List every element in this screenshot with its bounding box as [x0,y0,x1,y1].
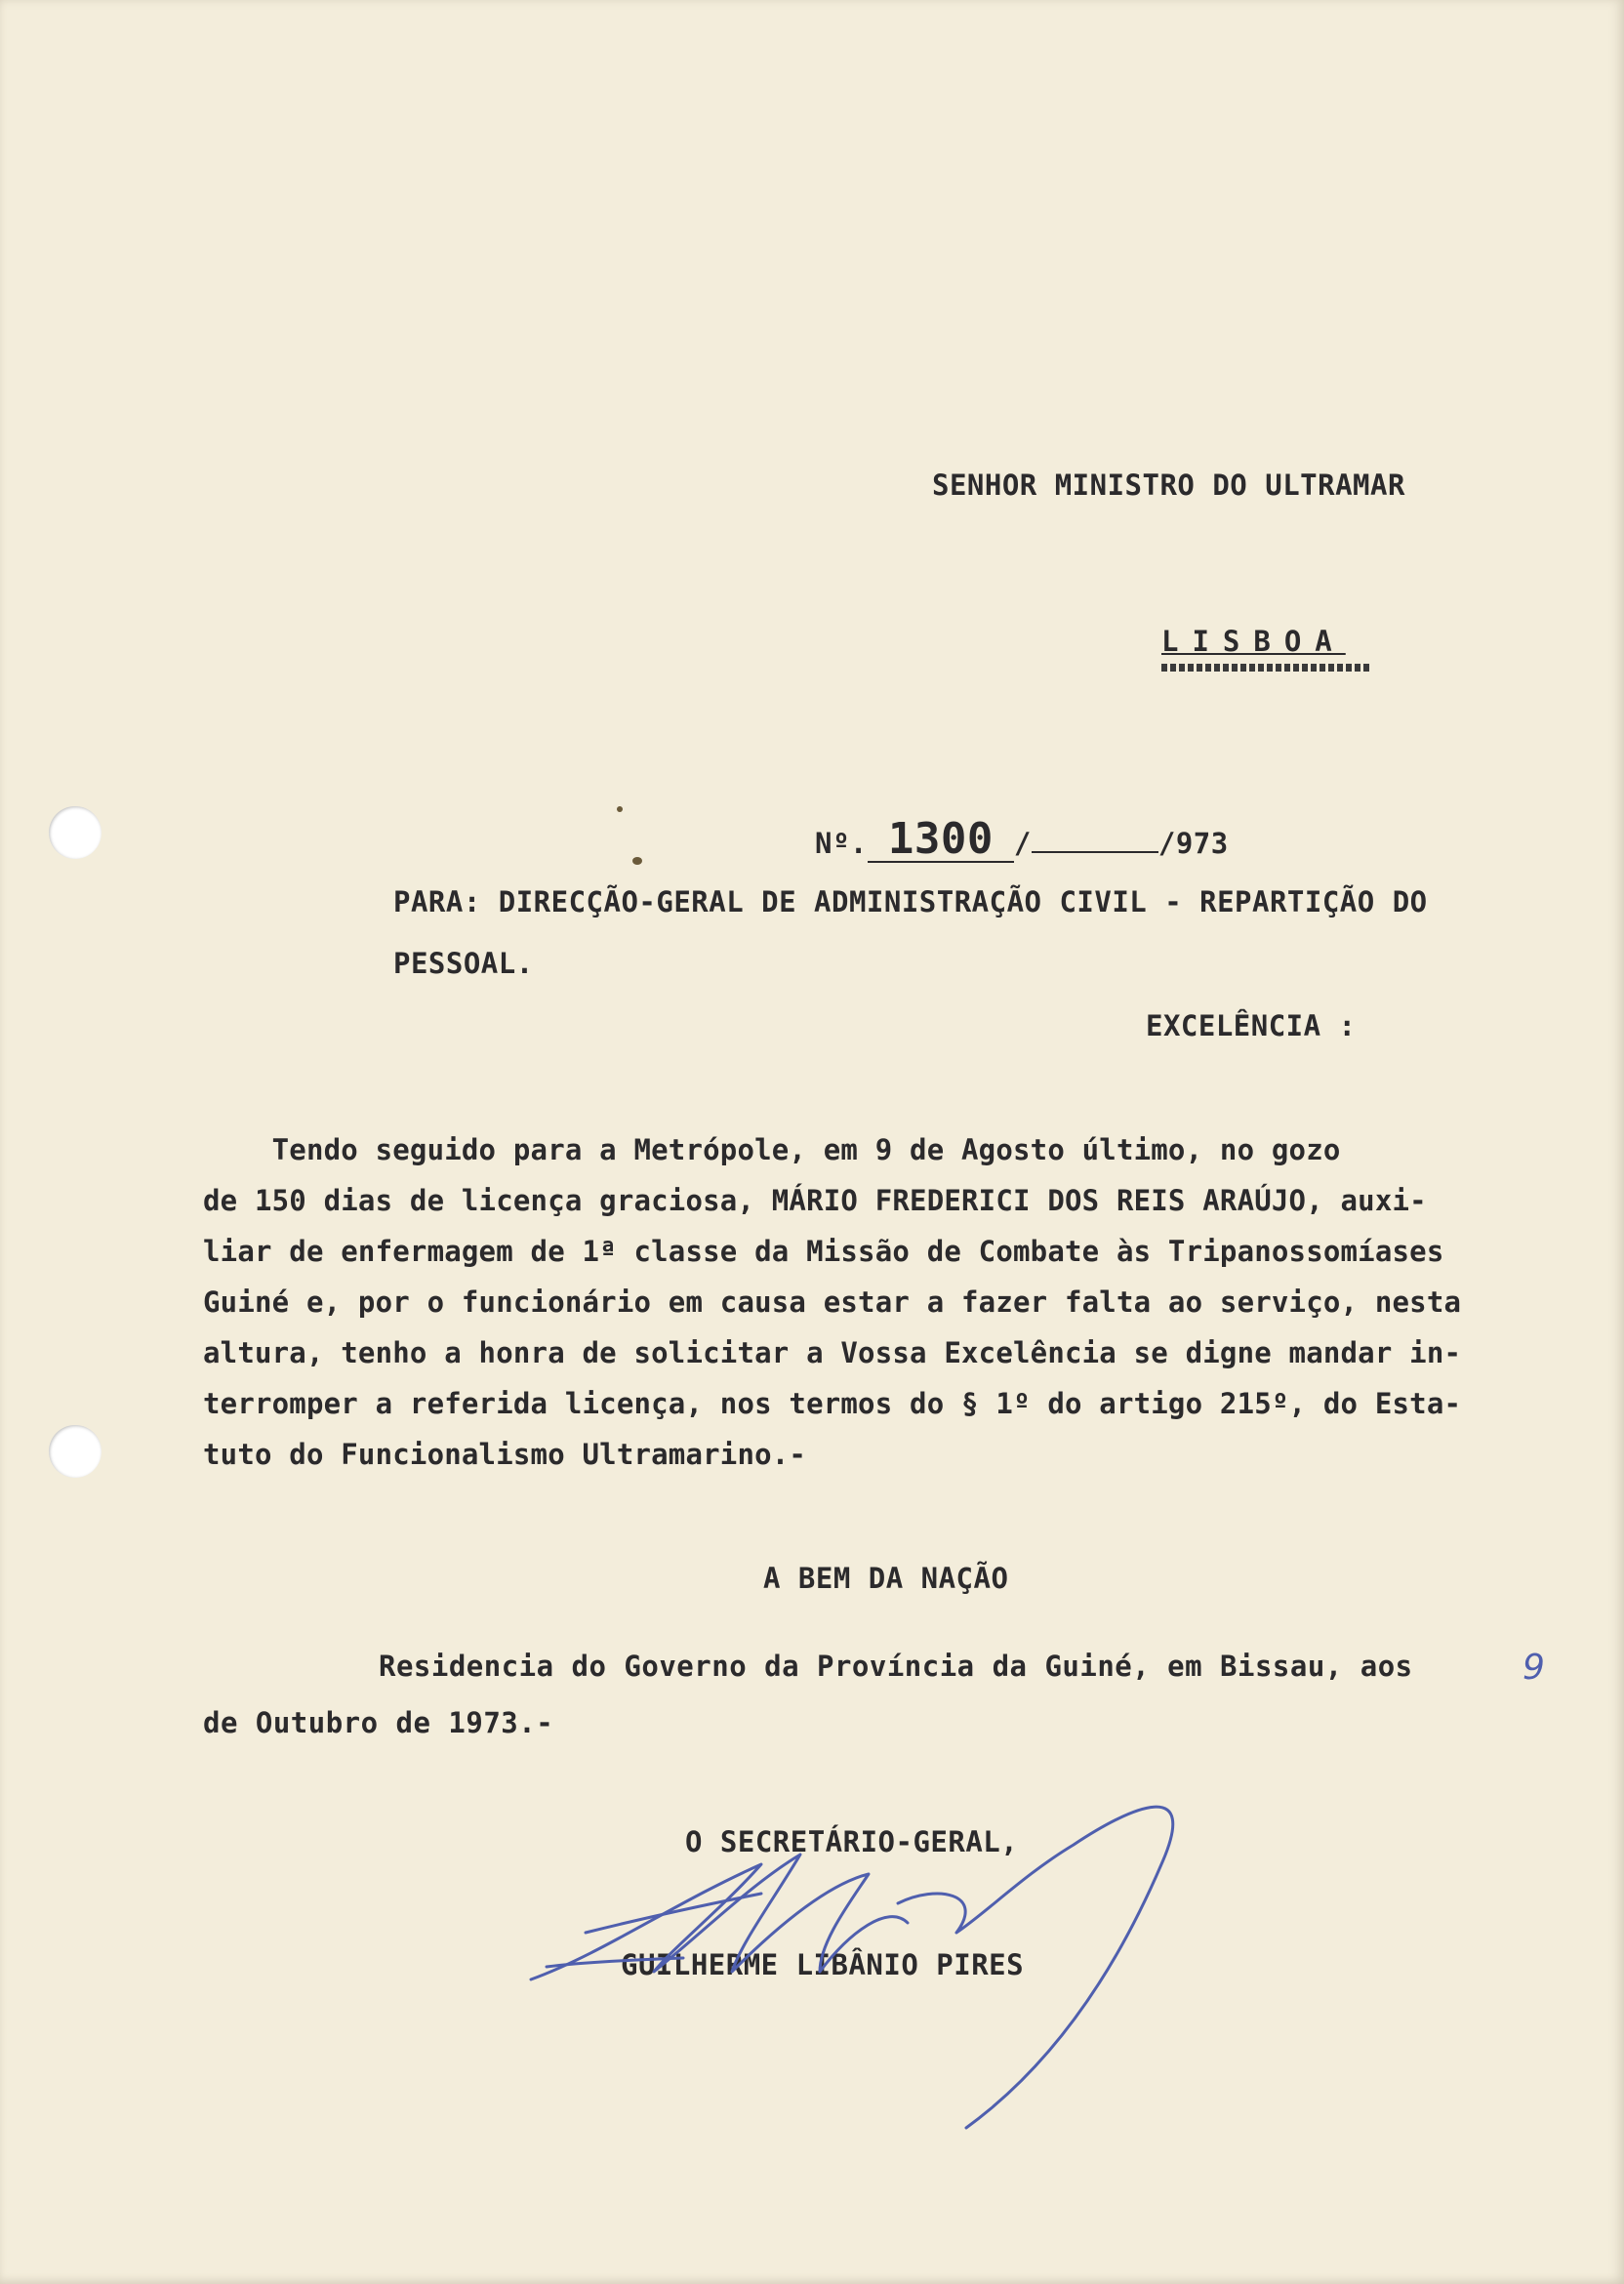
signatory-title: O SECRETÁRIO-GERAL, [685,1825,1019,1858]
place-date-line-1: Residencia do Governo da Província da Guiné, em Bissau, aos [379,1650,1413,1683]
recipient-line-2: PESSOAL. [393,947,534,980]
signatory-name: GUILHERME LIBÂNIO PIRES [621,1948,1025,1981]
reference-number-row [815,814,1229,864]
city-double-underline [1161,664,1372,672]
reference-number: 1300 [868,818,1014,863]
reference-separator: / [1013,827,1032,860]
body-line: Guiné e, por o funcionário em causa estar a fazer falta ao serviço, nesta [203,1285,1462,1319]
ink-speck [617,806,623,812]
reference-prefix: Nº. [815,827,868,860]
reference-year: /973 [1157,827,1229,860]
place-date-line-2: de Outubro de 1973.- [203,1706,554,1739]
closing-formula: A BEM DA NAÇÃO [763,1562,1009,1595]
ink-speck [632,857,642,865]
body-line: Tendo seguido para a Metrópole, em 9 de Agosto último, no gozo [203,1133,1341,1166]
letter-body [203,1124,1608,1480]
recipient-line-1: PARA: DIRECÇÃO-GERAL DE ADMINISTRAÇÃO CIVIL - REPARTIÇÃO DO [393,885,1428,918]
salutation: EXCELÊNCIA : [1146,1009,1357,1042]
addressee: SENHOR MINISTRO DO ULTRAMAR [932,469,1405,502]
handwritten-signature [527,1737,1210,2147]
punch-hole-top [49,806,102,859]
city: LISBOA [1161,625,1346,658]
body-line: terromper a referida licença, nos termos do § 1º do artigo 215º, do Esta- [203,1387,1462,1420]
body-line: tuto do Funcionalismo Ultramarino.- [203,1438,807,1471]
body-line: liar de enfermagem de 1ª classe da Missão de Combate às Tripanossomíases [203,1235,1444,1268]
body-line: altura, tenho a honra de solicitar a Vossa Excelência se digne mandar in- [203,1336,1462,1369]
reference-blank [1032,822,1158,853]
body-line: de 150 dias de licença graciosa, MÁRIO FREDERICI DOS REIS ARAÚJO, auxi- [203,1184,1427,1217]
handwritten-day: 9 [1522,1648,1545,1688]
punch-hole-bottom [49,1425,102,1478]
